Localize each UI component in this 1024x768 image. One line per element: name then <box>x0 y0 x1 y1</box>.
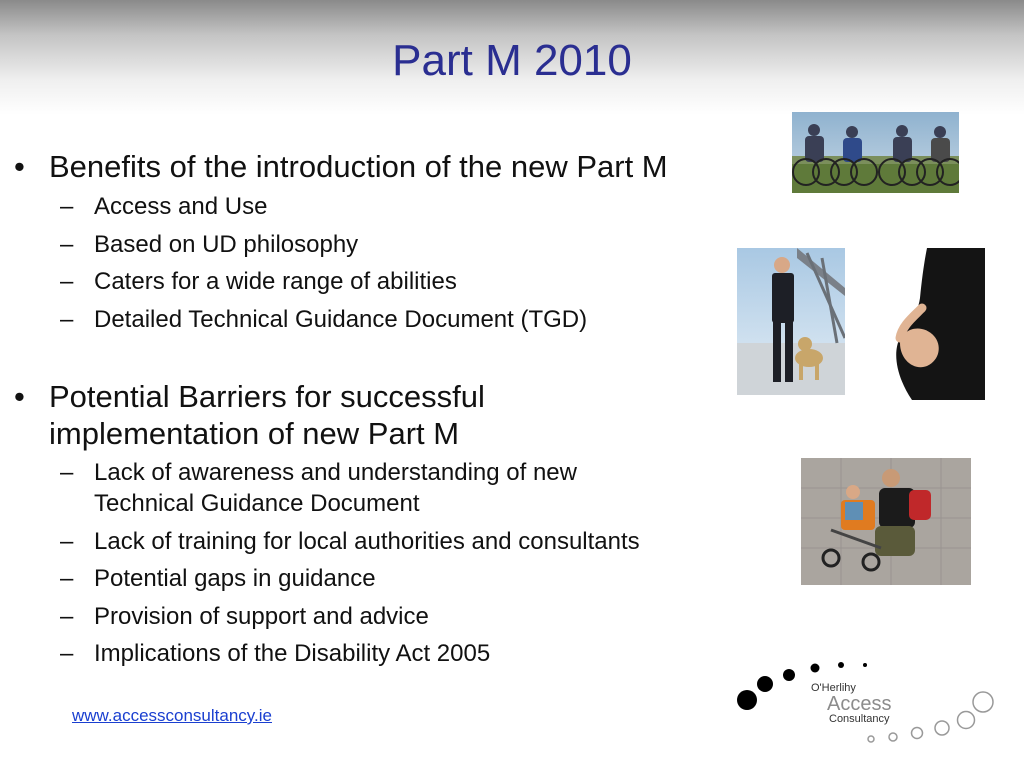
logo-text-line1: O'Herlihy <box>811 682 856 694</box>
dash-mark: – <box>60 640 74 667</box>
dash-mark: – <box>60 459 74 486</box>
slide-title: Part M 2010 <box>392 36 632 85</box>
bullet-mark: • <box>14 149 25 184</box>
photo-wheelchair-users <box>792 112 959 193</box>
bullet-mark: • <box>14 379 25 414</box>
sub-item-text: Detailed Technical Guidance Document (TGD) <box>94 306 588 333</box>
sub-item-text: Access and Use <box>94 193 268 220</box>
photo-guide-dog <box>737 248 845 395</box>
bullet-benefits-text: Benefits of the introduction of the new Part M <box>49 149 668 184</box>
photo-pregnant-woman-image <box>872 248 985 400</box>
sub-item-text: Provision of support and advice <box>94 603 429 630</box>
sub-item-text: Lack of awareness and understanding of new <box>94 459 577 486</box>
dash-mark: – <box>60 306 74 333</box>
company-logo <box>733 655 1003 750</box>
logo-dots-graphic <box>733 655 1003 750</box>
dash-mark: – <box>60 268 74 295</box>
sub-item-text: Caters for a wide range of abilities <box>94 268 457 295</box>
dash-mark: – <box>60 603 74 630</box>
dash-mark: – <box>60 231 74 258</box>
dash-mark: – <box>60 528 74 555</box>
photo-parent-with-child-image <box>801 458 971 585</box>
sub-item-text: Based on UD philosophy <box>94 231 359 258</box>
sub-item-text: Technical Guidance Document <box>94 490 420 517</box>
photo-pregnant-woman <box>872 248 985 400</box>
dash-mark: – <box>60 193 74 220</box>
sub-item-text: Potential gaps in guidance <box>94 565 376 592</box>
logo-text-line3: Consultancy <box>829 713 890 725</box>
website-link[interactable]: www.accessconsultancy.ie <box>72 706 272 725</box>
photo-guide-dog-image <box>737 248 845 395</box>
photo-parent-with-child <box>801 458 971 585</box>
logo-text-line2: Access <box>827 693 892 715</box>
sub-item-text: Lack of training for local authorities and consultants <box>94 528 640 555</box>
photo-wheelchair-users-image <box>792 112 959 193</box>
bullet-barriers-line2: implementation of new Part M <box>49 416 460 451</box>
dash-mark: – <box>60 565 74 592</box>
bullet-barriers-line1: Potential Barriers for successful <box>49 379 485 414</box>
sub-item-text: Implications of the Disability Act 2005 <box>94 640 491 667</box>
